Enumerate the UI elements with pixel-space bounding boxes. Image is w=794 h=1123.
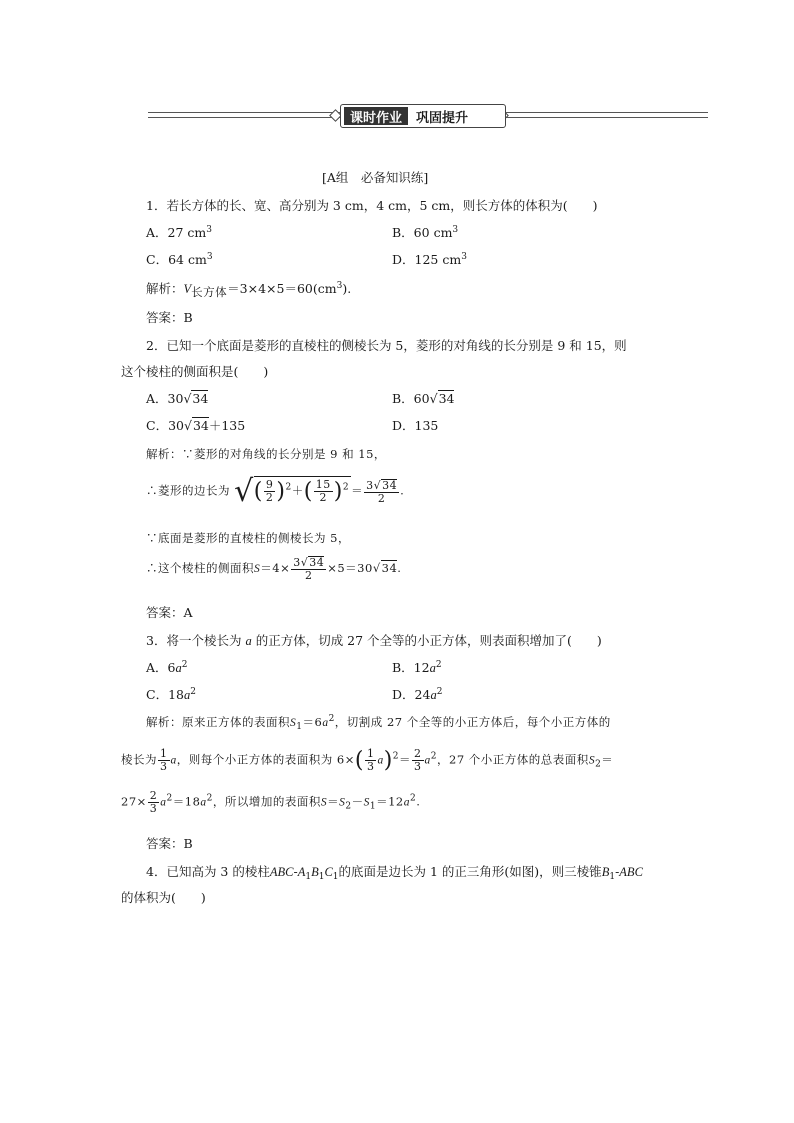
q2-solution-line2: ∴菱形的边长为 √( $\frac{9}{2}$ )$^2$＋( $\frac{15}{2}$ )$^2$ ＝ $\frac{3√34}{2}$ .: [146, 474, 405, 509]
q2-answer: 答案：A: [146, 605, 193, 620]
banner-tag: [340, 104, 506, 128]
q3-option-d: D．$24a^2$: [392, 687, 443, 702]
q2-option-c: C．30√34＋135: [146, 418, 246, 433]
banner-tag-dark: 课时作业: [344, 107, 408, 125]
q4-stem-line2: 的体积为( ): [121, 890, 206, 905]
q2-solution-line4: ∴这个棱柱的侧面积S＝4× $\frac{3√34}{2}$ ×5＝30√34.: [146, 556, 402, 582]
q2-solution-line3: ∵底面是菱形的直棱柱的侧棱长为 5，: [146, 531, 350, 545]
q2-option-d: D．135: [392, 418, 439, 433]
section-title: [A组 必备知识练]: [322, 170, 429, 185]
banner-tag-light: 巩固提升: [416, 110, 469, 126]
q3-stem: 3．将一个棱长为 a 的正方体，切成 27 个全等的小正方体，则表面积增加了( ): [146, 633, 602, 648]
banner-line-left: [148, 112, 340, 118]
q1-solution: 解析：V长方体$=3\times 4\times 5=60(cm^3)$.: [146, 281, 352, 299]
q1-option-b: B．60 $cm^3$: [392, 225, 459, 240]
q3-solution-line3: 27× $\frac{2}{3}$ $a^2=18a^2$，所以增加的表面积$S=S_2-S_1=12a^2$.: [121, 789, 421, 815]
q3-answer: 答案：B: [146, 836, 193, 851]
q3-option-a: A．$6a^2$: [146, 660, 188, 675]
q1-answer: 答案：B: [146, 310, 193, 325]
q1-option-a: A．27 $cm^3$: [146, 225, 212, 240]
q4-stem-line1: 4．已知高为 3 的棱柱ABC-$A_1B_1C_1$的底面是边长为 1 的正三角形(如图)，则三棱锥$B_1$-ABC: [146, 864, 643, 882]
q2-option-b: B．60√34: [392, 391, 455, 406]
q2-option-a: A．30√34: [146, 391, 209, 406]
q2-stem-line1: 2．已知一个底面是菱形的直棱柱的侧棱长为 5，菱形的对角线的长分别是 9 和 15，则: [146, 338, 627, 353]
q1-stem: 1．若长方体的长、宽、高分别为 3 cm，4 cm，5 cm，则长方体的体积为( ): [146, 198, 598, 213]
q2-solution-line1: 解析：∵菱形的对角线的长分别是 9 和 15，: [146, 447, 386, 461]
q1-option-d: D．125 $cm^3$: [392, 252, 467, 267]
q2-stem-line2: 这个棱柱的侧面积是( ): [121, 364, 269, 379]
q3-solution-line2: 棱长为 $\frac{1}{3}$ a，则每个小正方体的表面积为 6×( $\frac{1}{3}$ a)$^2$＝ $\frac{2}{3}$ $a^2$，27 个小正方体的总表面积$S_2=$: [121, 747, 614, 773]
q1-option-c: C．64 $cm^3$: [146, 252, 213, 267]
q3-solution-line1: 解析：原来正方体的表面积$S_1=6a^2$，切割成 27 个全等的小正方体后，每个小正方体的: [146, 714, 611, 732]
q3-option-c: C．$18a^2$: [146, 687, 196, 702]
banner-line-right: [504, 112, 708, 118]
q3-option-b: B．$12a^2$: [392, 660, 442, 675]
